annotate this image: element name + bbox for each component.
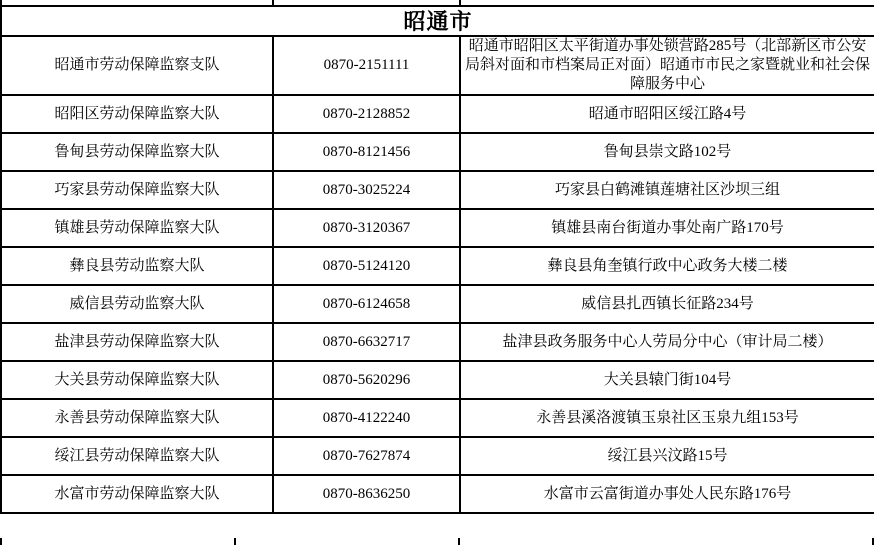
address-cell: 镇雄县南台街道办事处南广路170号	[460, 209, 874, 247]
table-row	[1, 285, 874, 323]
agency-name-cell: 昭通市劳动保障监察支队	[1, 36, 273, 95]
address-cell: 彝良县角奎镇行政中心政务大楼二楼	[460, 247, 874, 285]
table-body	[1, 0, 874, 513]
table-border-line	[234, 538, 236, 545]
agency-name-cell: 彝良县劳动监察大队	[1, 247, 273, 285]
table-row	[1, 36, 874, 95]
phone-number-cell: 0870-2151111	[273, 36, 460, 95]
table-row	[1, 323, 874, 361]
phone-number-cell: 0870-8121456	[273, 133, 460, 171]
address-cell: 昭通市昭阳区绥江路4号	[460, 95, 874, 133]
city-section-header: 昭通市	[1, 6, 874, 36]
phone-number-cell: 0870-3025224	[273, 171, 460, 209]
address-cell: 绥江县兴汶路15号	[460, 437, 874, 475]
table-row	[1, 171, 874, 209]
next-table-fragment	[0, 538, 874, 545]
agency-name-cell: 巧家县劳动保障监察大队	[1, 171, 273, 209]
table-row	[1, 209, 874, 247]
phone-number-cell: 0870-8636250	[273, 475, 460, 513]
phone-number-cell: 0870-4122240	[273, 399, 460, 437]
agency-name-cell: 镇雄县劳动保障监察大队	[1, 209, 273, 247]
address-cell: 盐津县政务服务中心人劳局分中心（审计局二楼）	[460, 323, 874, 361]
phone-number-cell: 0870-2128852	[273, 95, 460, 133]
table-row	[1, 247, 874, 285]
address-cell: 鲁甸县崇文路102号	[460, 133, 874, 171]
address-cell: 昭通市昭阳区太平街道办事处锁营路285号（北部新区市公安局斜对面和市档案局正对面）昭通市市民之家暨就业和社会保障服务中心	[460, 36, 874, 95]
phone-number-cell: 0870-5124120	[273, 247, 460, 285]
address-cell: 巧家县白鹤滩镇莲塘社区沙坝三组	[460, 171, 874, 209]
address-cell: 威信县扎西镇长征路234号	[460, 285, 874, 323]
address-cell: 大关县辕门街104号	[460, 361, 874, 399]
table-border-line	[458, 538, 460, 545]
agency-name-cell: 盐津县劳动保障监察大队	[1, 323, 273, 361]
agency-name-cell: 永善县劳动保障监察大队	[1, 399, 273, 437]
table-row	[1, 399, 874, 437]
phone-number-cell: 0870-6124658	[273, 285, 460, 323]
agency-name-cell: 威信县劳动监察大队	[1, 285, 273, 323]
phone-number-cell: 0870-7627874	[273, 437, 460, 475]
agency-name-cell: 大关县劳动保障监察大队	[1, 361, 273, 399]
table-row	[1, 361, 874, 399]
address-cell: 永善县溪洛渡镇玉泉社区玉泉九组153号	[460, 399, 874, 437]
agency-name-cell: 绥江县劳动保障监察大队	[1, 437, 273, 475]
table-row	[1, 437, 874, 475]
city-header-row	[1, 6, 874, 36]
phone-number-cell: 0870-6632717	[273, 323, 460, 361]
phone-number-cell: 0870-5620296	[273, 361, 460, 399]
address-cell: 水富市云富街道办事处人民东路176号	[460, 475, 874, 513]
agency-name-cell: 鲁甸县劳动保障监察大队	[1, 133, 273, 171]
agency-name-cell: 水富市劳动保障监察大队	[1, 475, 273, 513]
table-row	[1, 95, 874, 133]
agency-name-cell: 昭阳区劳动保障监察大队	[1, 95, 273, 133]
phone-number-cell: 0870-3120367	[273, 209, 460, 247]
table-row	[1, 133, 874, 171]
table-row	[1, 475, 874, 513]
